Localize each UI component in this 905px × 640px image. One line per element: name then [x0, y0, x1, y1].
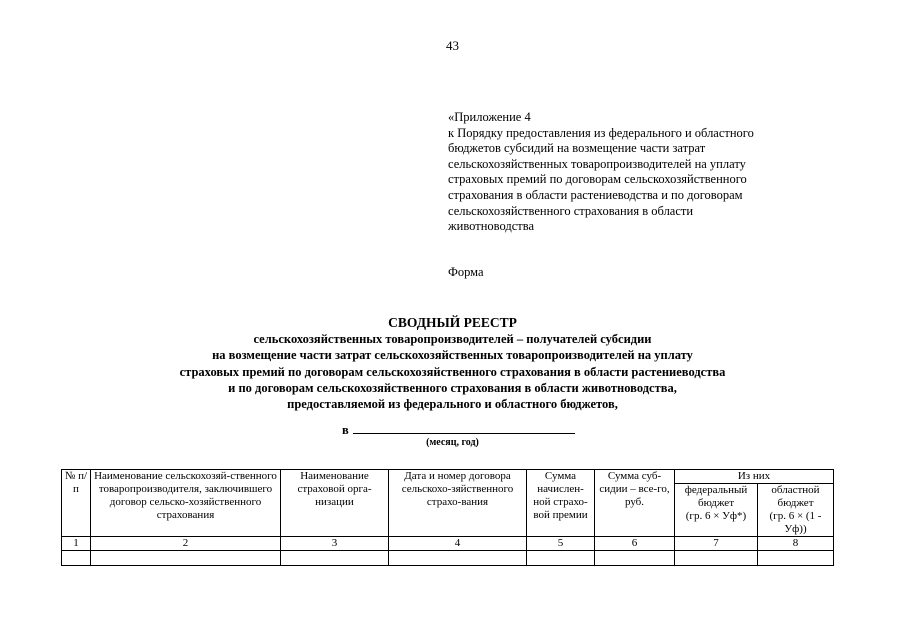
page-number: 43	[446, 38, 459, 53]
document-title	[0, 315, 905, 412]
federal-formula: (гр. 6 × Уф*)	[685, 510, 747, 522]
column-number: 1	[62, 537, 91, 551]
column-number: 7	[675, 537, 758, 551]
column-number: 8	[758, 537, 834, 551]
title-line: на возмещение части затрат сельскохозяйственных товаропроизводителей на уплату	[212, 348, 693, 363]
annex-block	[448, 110, 848, 235]
header-subsidy: Сумма суб-сидии – все-го, руб.	[595, 470, 675, 537]
title-line: предоставляемой из федерального и областного бюджетов,	[287, 397, 618, 412]
empty-cell	[758, 551, 834, 566]
annex-line: сельскохозяйственного страхования в области	[448, 203, 694, 218]
empty-cell	[527, 551, 595, 566]
annex-line: бюджетов субсидий на возмещение части затрат	[448, 141, 706, 156]
regional-formula: (гр. 6 × (1 - Уф))	[769, 510, 822, 535]
month-line	[342, 421, 575, 438]
annex-line: страховых премий по договорам сельскохозяйственного	[448, 172, 747, 187]
form-label: Форма	[448, 265, 484, 279]
annex-line: животноводства	[448, 219, 534, 234]
column-number: 3	[281, 537, 389, 551]
header-contract: Дата и номер договора сельскохо-зяйственного страхо-вания	[389, 470, 527, 537]
header-premium: Сумма начислен-ной страхо-вой премии	[527, 470, 595, 537]
empty-cell	[91, 551, 281, 566]
regional-label: областной бюджет	[771, 484, 820, 509]
title-line: страховых премий по договорам сельскохозяйственного страхования в области растениеводства	[179, 364, 726, 379]
main-title: СВОДНЫЙ РЕЕСТР	[388, 315, 517, 330]
header-group: Из них	[675, 470, 834, 484]
column-number: 4	[389, 537, 527, 551]
empty-data-row	[62, 551, 834, 566]
title-line: сельскохозяйственных товаропроизводителей – получателей субсидии	[253, 332, 652, 347]
empty-cell	[389, 551, 527, 566]
header-insurer: Наименование страховой орга-низации	[281, 470, 389, 537]
empty-cell	[595, 551, 675, 566]
federal-label: федеральный бюджет	[684, 484, 748, 509]
empty-cell	[281, 551, 389, 566]
header-num: № п/п	[62, 470, 91, 537]
month-blank-field	[353, 421, 575, 434]
header-row	[62, 470, 834, 484]
column-number-row	[62, 537, 834, 551]
header-producer: Наименование сельскохозяй-ственного товаропроизводителя, заключившего договор сельско-хозяйственного страхования	[91, 470, 281, 537]
annex-line: «Приложение 4	[448, 110, 531, 124]
column-number: 5	[527, 537, 595, 551]
month-caption: (месяц, год)	[426, 437, 479, 448]
annex-line: к Порядку предоставления из федерального и областного	[448, 125, 754, 140]
month-prefix: в	[342, 423, 349, 437]
annex-line: сельскохозяйственных товаропроизводителей на уплату	[448, 156, 746, 171]
empty-cell	[675, 551, 758, 566]
column-number: 6	[595, 537, 675, 551]
registry-table	[61, 469, 834, 566]
empty-cell	[62, 551, 91, 566]
annex-line: страхования в области растениеводства и по договорам	[448, 187, 743, 202]
header-regional	[758, 484, 834, 537]
title-line: и по договорам сельскохозяйственного страхования в области животноводства,	[228, 380, 677, 395]
column-number: 2	[91, 537, 281, 551]
header-federal	[675, 484, 758, 537]
